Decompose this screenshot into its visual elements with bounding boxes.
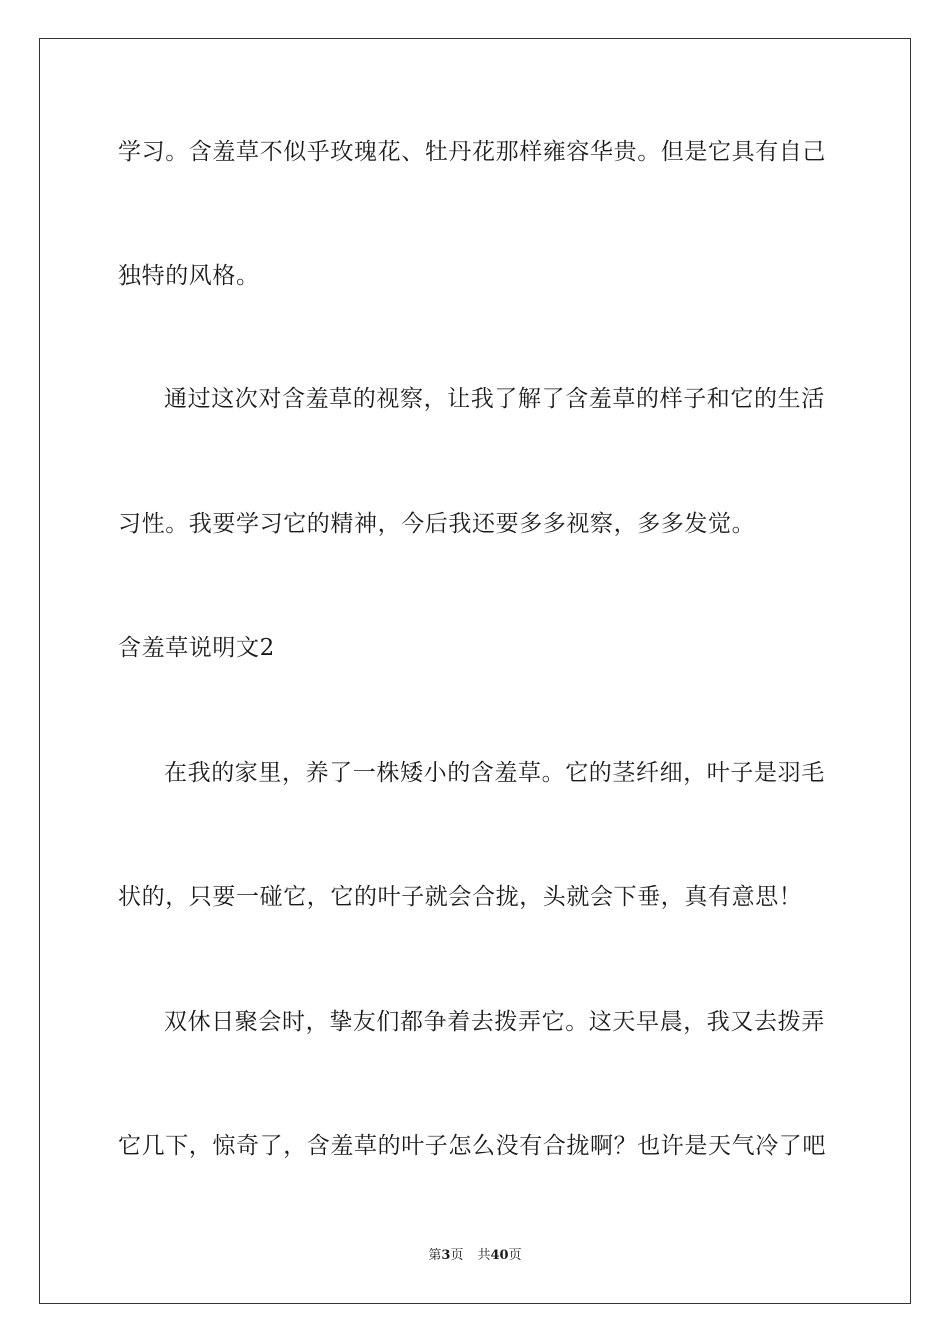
total-suffix: 页 [508,1248,522,1263]
text-line-9: 它几下，惊奇了，含羞草的叶子怎么没有合拢啊？也许是天气冷了吧 [118,1133,826,1159]
text-line-1: 学习。含羞草不似乎玫瑰花、牡丹花那样雍容华贵。但是它具有自己 [118,139,826,165]
page-suffix: 页 [450,1248,464,1263]
page-prefix: 第 [428,1248,442,1263]
total-prefix: 共 [477,1248,491,1263]
text-line-3: 通过这次对含羞草的视察，让我了解了含羞草的样子和它的生活 [164,386,825,412]
text-line-4: 习性。我要学习它的精神，今后我还要多多视察，多多发觉。 [118,511,756,537]
text-line-2: 独特的风格。 [118,263,260,289]
section-heading: 含羞草说明文2 [118,635,275,661]
text-line-7: 状的，只要一碰它，它的叶子就会合拢，头就会下垂，真有意思！ [118,884,803,910]
text-line-8: 双休日聚会时，挚友们都争着去拨弄它。这天早晨，我又去拨弄 [164,1009,825,1035]
page-number: 3 [441,1248,451,1263]
text-line-6: 在我的家里，养了一株矮小的含羞草。它的茎纤细，叶子是羽毛 [164,760,825,786]
total-pages: 40 [490,1248,509,1263]
page-border [39,38,911,1304]
page-footer [0,1247,950,1265]
